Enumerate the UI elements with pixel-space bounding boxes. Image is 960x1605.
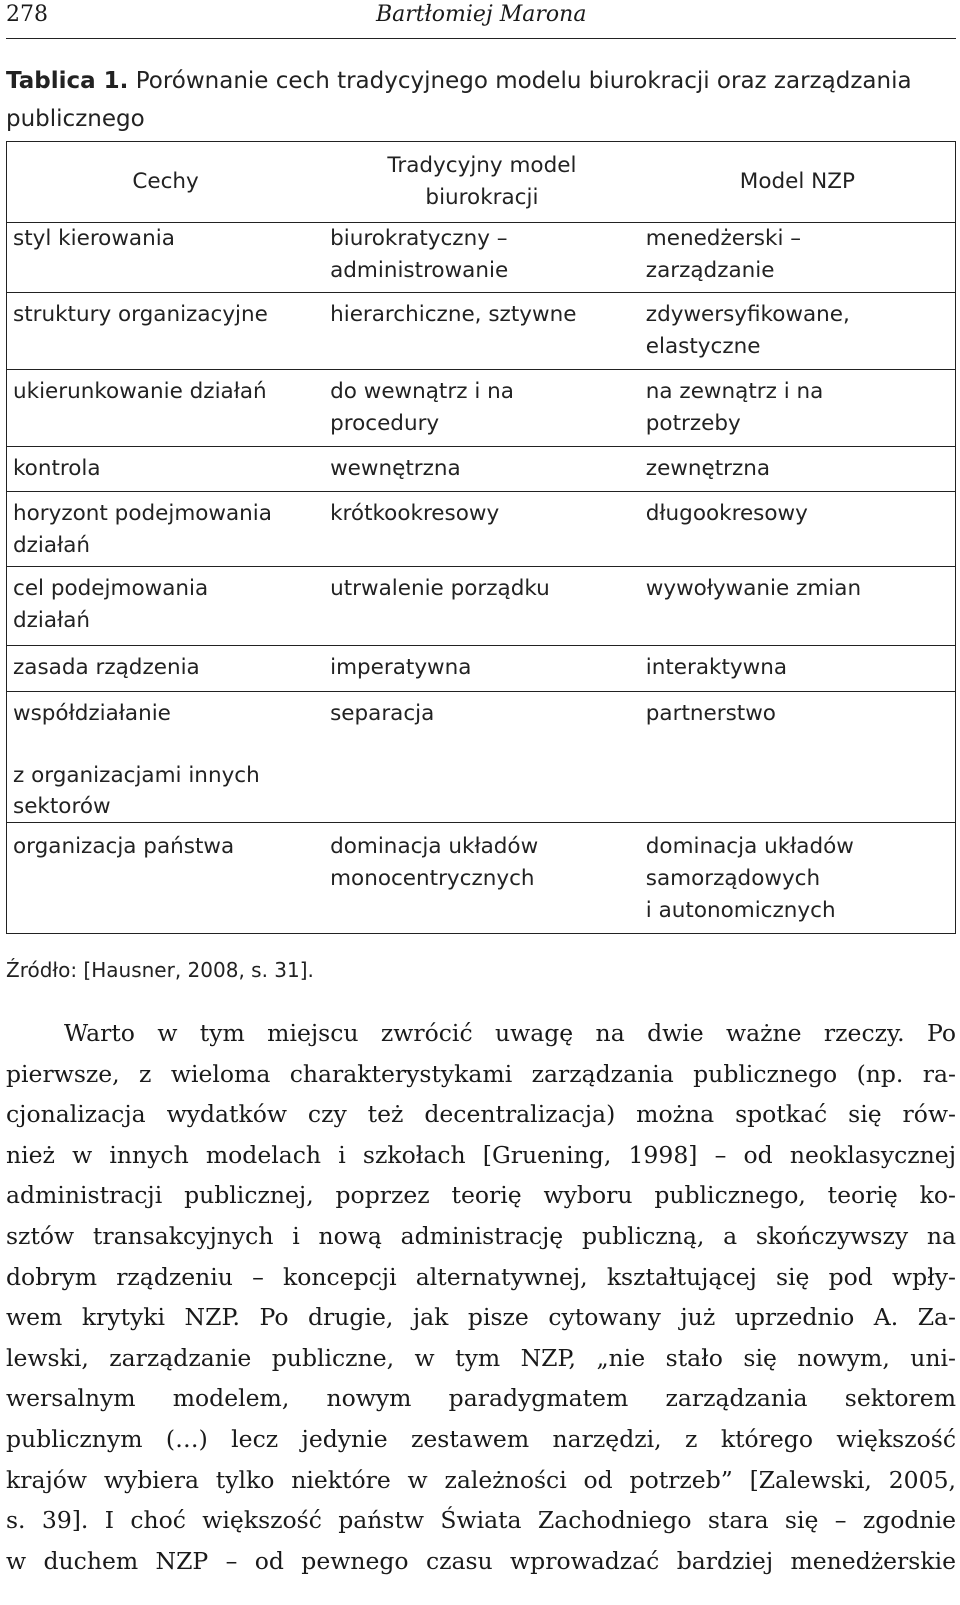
table-row: [7, 223, 956, 293]
paragraph-line: cjonalizacja wydatków czy też decentralizacja) można spotkać się rów-: [6, 1100, 956, 1129]
column-header: Model NZP: [640, 142, 956, 223]
table-cell: zewnętrzna: [640, 447, 956, 492]
paragraph-line: s. 39]. I choć większość państw Świata Zachodniego stara się – zgodnie: [6, 1506, 956, 1535]
table-cell: cel podejmowania działań: [7, 567, 325, 646]
table-cell: wewnętrzna: [324, 447, 640, 492]
running-header: [6, 0, 956, 39]
paragraph-line: dobrym rządzeniu – koncepcji alternatywnej, kształtującej się pod wpły-: [6, 1262, 956, 1291]
table-cell: organizacja państwa: [7, 823, 325, 934]
table-cell: wywoływanie zmian: [640, 567, 956, 646]
running-header-author: Bartłomiej Marona: [376, 2, 587, 27]
table-row: [7, 370, 956, 447]
table-cell: separacja: [324, 692, 640, 823]
table-cell: interaktywna: [640, 646, 956, 692]
paragraph-line: wem krytyki NZP. Po drugie, jak pisze cytowany już uprzednio A. Za-: [6, 1303, 956, 1332]
table-cell: partnerstwo: [640, 692, 956, 823]
table-cell: biurokratyczny – administrowanie: [324, 223, 640, 293]
table-cell: menedżerski – zarządzanie: [640, 223, 956, 293]
paragraph-line: nież w innych modelach i szkołach [Gruening, 1998] – od neoklasycznej: [6, 1140, 956, 1169]
paragraph-line: lewski, zarządzanie publiczne, w tym NZP, „nie stało się nowym, uni-: [6, 1343, 956, 1372]
page-number: 278: [6, 2, 48, 27]
table-cell: struktury organizacyjne: [7, 293, 325, 370]
table-cell: krótkookresowy: [324, 492, 640, 567]
table-cell: współdziałanie z organizacjami innych sektorów: [7, 692, 325, 823]
paragraph-line: Warto w tym miejscu zwrócić uwagę na dwie ważne rzeczy. Po: [64, 1019, 956, 1047]
paragraph-line: pierwsze, z wieloma charakterystykami zarządzania publicznego (np. ra-: [6, 1059, 956, 1088]
paragraph-line: wersalnym modelem, nowym paradygmatem zarządzania sektorem: [6, 1384, 956, 1413]
table-cell: utrwalenie porządku: [324, 567, 640, 646]
table-row: [7, 823, 956, 934]
paragraph-line: administracji publicznej, poprzez teorię wyboru publicznego, teorię ko-: [6, 1181, 956, 1210]
table-cell: na zewnątrz i na potrzeby: [640, 370, 956, 447]
table-row: [7, 646, 956, 692]
table-source-note: Źródło: [Hausner, 2008, s. 31].: [6, 958, 314, 982]
body-paragraph: [6, 1013, 956, 1581]
table-row: [7, 492, 956, 567]
paragraph-line: publicznym (…) lecz jedynie zestawem narzędzi, z którego większość: [6, 1424, 956, 1453]
column-header: Tradycyjny model biurokracji: [324, 142, 640, 223]
table-cell: zasada rządzenia: [7, 646, 325, 692]
table-caption-title: Porównanie cech tradycyjnego modelu biurokracji oraz zarządzania publicznego: [6, 68, 912, 132]
table-caption: [6, 62, 946, 138]
column-header: Cechy: [7, 142, 325, 223]
table-caption-label: Tablica 1.: [6, 68, 129, 94]
table-cell: długookresowy: [640, 492, 956, 567]
table-cell: zdywersyfikowane, elastyczne: [640, 293, 956, 370]
comparison-table: [6, 141, 956, 934]
paragraph-line: krajów wybiera tylko niektóre w zależności od potrzeb” [Zalewski, 2005,: [6, 1465, 956, 1494]
table-cell: dominacja układów samorządowych i autonomicznych: [640, 823, 956, 934]
paragraph-line: sztów transakcyjnych i nową administrację publiczną, a skończywszy na: [6, 1221, 956, 1250]
table-cell: kontrola: [7, 447, 325, 492]
table-cell: horyzont podejmowania działań: [7, 492, 325, 567]
table-row: [7, 447, 956, 492]
table-cell: do wewnątrz i na procedury: [324, 370, 640, 447]
table-row: [7, 293, 956, 370]
table-row: [7, 692, 956, 823]
table-cell: ukierunkowanie działań: [7, 370, 325, 447]
paragraph-line: w duchem NZP – od pewnego czasu wprowadzać bardziej menedżerskie: [6, 1546, 956, 1575]
table-cell: dominacja układów monocentrycznych: [324, 823, 640, 934]
table-cell: styl kierowania: [7, 223, 325, 293]
table-cell: imperatywna: [324, 646, 640, 692]
table-cell: hierarchiczne, sztywne: [324, 293, 640, 370]
table-row: [7, 567, 956, 646]
table-header-row: [7, 142, 956, 223]
